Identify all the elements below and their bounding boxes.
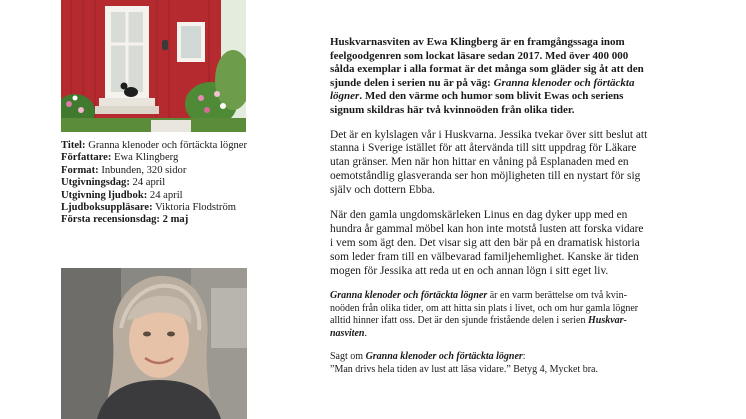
meta-narrator-row bbox=[61, 202, 331, 214]
meta-audio-release-row bbox=[61, 190, 331, 202]
paragraph-synopsis-1 bbox=[330, 129, 710, 199]
lead-line: sålda exemplar i alla format är det många som gläder sig åt att den bbox=[330, 63, 644, 76]
book-title-emphasis: Granna klenoder och förtäckta lögner bbox=[365, 351, 523, 363]
meta-author-row bbox=[61, 152, 331, 164]
text-line: : bbox=[522, 351, 526, 363]
meta-title-row bbox=[61, 140, 331, 152]
lead-paragraph bbox=[330, 36, 710, 118]
meta-release-value: 24 april bbox=[132, 177, 166, 189]
meta-release-row bbox=[61, 177, 331, 189]
series-title-emphasis: Huskvar- bbox=[587, 315, 627, 327]
meta-review-row bbox=[61, 214, 331, 226]
meta-title-value: Granna klenoder och förtäckta lögner bbox=[88, 140, 248, 151]
meta-review-value: 2 maj bbox=[162, 214, 189, 226]
text-line: När den gamla ungdomskärleken Linus en dag dyker upp med en bbox=[330, 209, 628, 222]
book-cover-image bbox=[61, 0, 246, 132]
lead-line: sjunde delen i serien nu är på väg: bbox=[330, 76, 494, 89]
text-line: hundra år gammal möbel kan hon inte motstå lusten att forska vidare bbox=[330, 223, 644, 235]
lead-line: Huskvarnasviten av Ewa Klingberg är en framgångssaga inom bbox=[330, 36, 625, 48]
meta-narrator-label: Ljudboksuppläsare: bbox=[61, 202, 153, 214]
review-quote: ”Man drivs hela tiden av lust att läsa vidare.” Betyg 4, Mycket bra. bbox=[330, 364, 598, 376]
text-line: själv och dottern Ebba. bbox=[330, 184, 436, 197]
meta-audio-release-value: 24 april bbox=[149, 189, 183, 201]
meta-format-row bbox=[61, 165, 331, 177]
paragraph-summary bbox=[330, 290, 710, 342]
text-line: Sagt om bbox=[330, 351, 366, 363]
text-line: är en varm berättelse om två kvin- bbox=[487, 289, 627, 301]
author-photo bbox=[61, 268, 247, 419]
text-line: noöden från olika tider, om att hitta sin plats i livet, och om hur gamla lögner bbox=[330, 302, 639, 314]
meta-review-label: Första recensionsdag: bbox=[61, 214, 160, 226]
lead-line: . Med den värme och humor som blivit Ewas och seriens bbox=[359, 90, 624, 103]
text-line: alltid hinner ifatt oss. Det är den sjunde fristående delen i serien bbox=[330, 315, 588, 327]
paragraph-synopsis-2 bbox=[330, 209, 710, 279]
article-body bbox=[330, 36, 710, 377]
book-metadata bbox=[61, 140, 331, 227]
meta-release-label: Utgivningsdag: bbox=[61, 177, 130, 189]
meta-format-value: Inbunden, 320 sidor bbox=[101, 164, 187, 176]
meta-audio-release-label: Utgivning ljudbok: bbox=[61, 189, 148, 201]
meta-narrator-value: Viktoria Flodström bbox=[155, 202, 237, 214]
text-line: utan gränser. Men när hon hittar en våning på Esplanaden med en bbox=[330, 156, 629, 169]
lead-book-title: lögner bbox=[330, 90, 360, 103]
text-line: mogen för Jessika att reda ut en och annan lögn i sitt eget liv. bbox=[330, 264, 609, 277]
text-line: . bbox=[364, 328, 367, 340]
text-line: stanna i Sverige istället för att återvända till sitt uppdrag för Läkare bbox=[330, 142, 637, 155]
text-line: oemotståndlig glasveranda ser hon möjligheten till en nystart för sig bbox=[330, 170, 641, 183]
meta-author-label: Författare: bbox=[61, 152, 112, 164]
lead-book-title: Granna klenoder och förtäckta bbox=[493, 76, 635, 89]
lead-line: signum skildras här två kvinnoöden från olika tider. bbox=[330, 103, 575, 116]
meta-author-value: Ewa Klingberg bbox=[114, 152, 179, 164]
text-line: i vem som ägt den. Det visar sig att den bär på en dramatisk historia bbox=[330, 236, 640, 249]
book-title-emphasis: Granna klenoder och förtäckta lögner bbox=[330, 289, 488, 301]
lead-line: feelgoodgenren som lockat läsare sedan 2017. Med över 400 000 bbox=[330, 49, 629, 62]
paragraph-quote bbox=[330, 351, 710, 377]
meta-title-label: Titel: bbox=[61, 140, 86, 151]
series-title-emphasis: nasviten bbox=[330, 328, 365, 340]
text-line: som leder fram till en välbevarad familjehemlighet. Kanske är tiden bbox=[330, 250, 639, 263]
text-line: Det är en kylslagen vår i Huskvarna. Jessika tvekar över sitt beslut att bbox=[330, 128, 648, 141]
meta-format-label: Format: bbox=[61, 164, 99, 176]
